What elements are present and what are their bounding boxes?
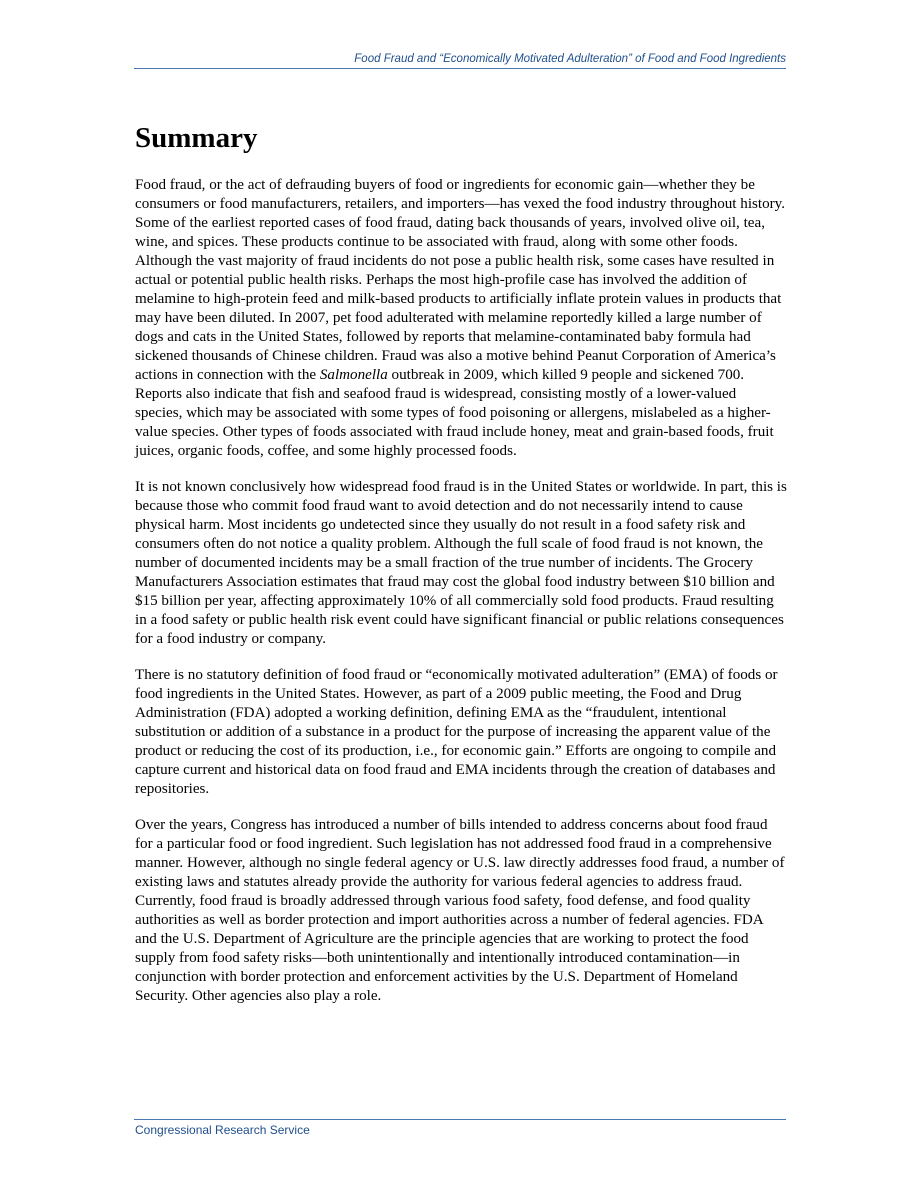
footer-divider: [134, 1119, 786, 1120]
page-title: Summary: [135, 122, 258, 154]
footer-label: Congressional Research Service: [135, 1123, 310, 1137]
paragraph-1: [135, 176, 787, 461]
header-divider: [134, 68, 786, 69]
paragraph-1-text-after: outbreak in 2009, which killed 9 people and sickened 700. Reports also indicate that fish and seafood fraud is widespread, consisting mostly of a lower-valued species, which may be associated with some types of food poisoning or allergens, mislabeled as a higher-value species. Other types of foods associated with fraud include honey, meat and grain-based foods, fruit juices, organic foods, coffee, and some highly processed foods.: [135, 367, 774, 459]
paragraph-1-text-before: Food fraud, or the act of defrauding buyers of food or ingredients for economic gain—whether they be consumers or food manufacturers, retailers, and importers—has vexed the food industry throughout history. Some of the earliest reported cases of food fraud, dating back thousands of years, involved olive oil, tea, wine, and spices. These products continue to be associated with fraud, along with some other foods. Although the vast majority of fraud incidents do not pose a public health risk, some cases have resulted in actual or potential public health risks. Perhaps the most high-profile case has involved the addition of melamine to high-protein feed and milk-based products to artificially inflate protein values in products that may have been diluted. In 2007, pet food adulterated with melamine reportedly killed a large number of dogs and cats in the United States, followed by reports that melamine-contaminated baby formula had sickened thousands of Chinese children. Fraud was also a motive behind Peanut Corporation of America’s actions in connection with the: [135, 177, 785, 383]
paragraph-3: There is no statutory definition of food fraud or “economically motivated adulteration” (EMA) of foods or food ingredients in the United States. However, as part of a 2009 public meeting, the Food and Drug Administration (FDA) adopted a working definition, defining EMA as the “fraudulent, intentional substitution or addition of a substance in a product for the purpose of increasing the apparent value of the product or reducing the cost of its production, i.e., for economic gain.” Efforts are ongoing to compile and capture current and historical data on food fraud and EMA incidents through the creation of databases and repositories.: [135, 667, 778, 797]
running-header: Food Fraud and “Economically Motivated Adulteration” of Food and Food Ingredients: [354, 53, 786, 65]
paragraph-1-italic-term: Salmonella: [319, 367, 388, 383]
paragraph-2: It is not known conclusively how widespread food fraud is in the United States or worldwide. In part, this is because those who commit food fraud want to avoid detection and do not necessarily intend to cause physical harm. Most incidents go undetected since they usually do not result in a food safety risk and consumers often do not notice a quality problem. Although the full scale of food fraud is not known, the number of documented incidents may be a small fraction of the true number of incidents. The Grocery Manufacturers Association estimates that fraud may cost the global food industry between $10 billion and $15 billion per year, affecting approximately 10% of all commercially sold food products. Fraud resulting in a food safety or public health risk event could have significant financial or public relations consequences for a food industry or company.: [135, 479, 787, 647]
paragraph-4: Over the years, Congress has introduced a number of bills intended to address concerns about food fraud for a particular food or food ingredient. Such legislation has not addressed food fraud in a comprehensive manner. However, although no single federal agency or U.S. law directly addresses food fraud, a number of existing laws and statutes already provide the authority for various federal agencies to address fraud. Currently, food fraud is broadly addressed through various food safety, food defense, and food quality authorities as well as border protection and import authorities across a number of federal agencies. FDA and the U.S. Department of Agriculture are the principle agencies that are working to protect the food supply from food safety risks—both unintentionally and intentionally introduced contamination—in conjunction with border protection and enforcement activities by the U.S. Department of Homeland Security. Other agencies also play a role.: [135, 817, 785, 1004]
summary-body: [135, 176, 787, 1023]
